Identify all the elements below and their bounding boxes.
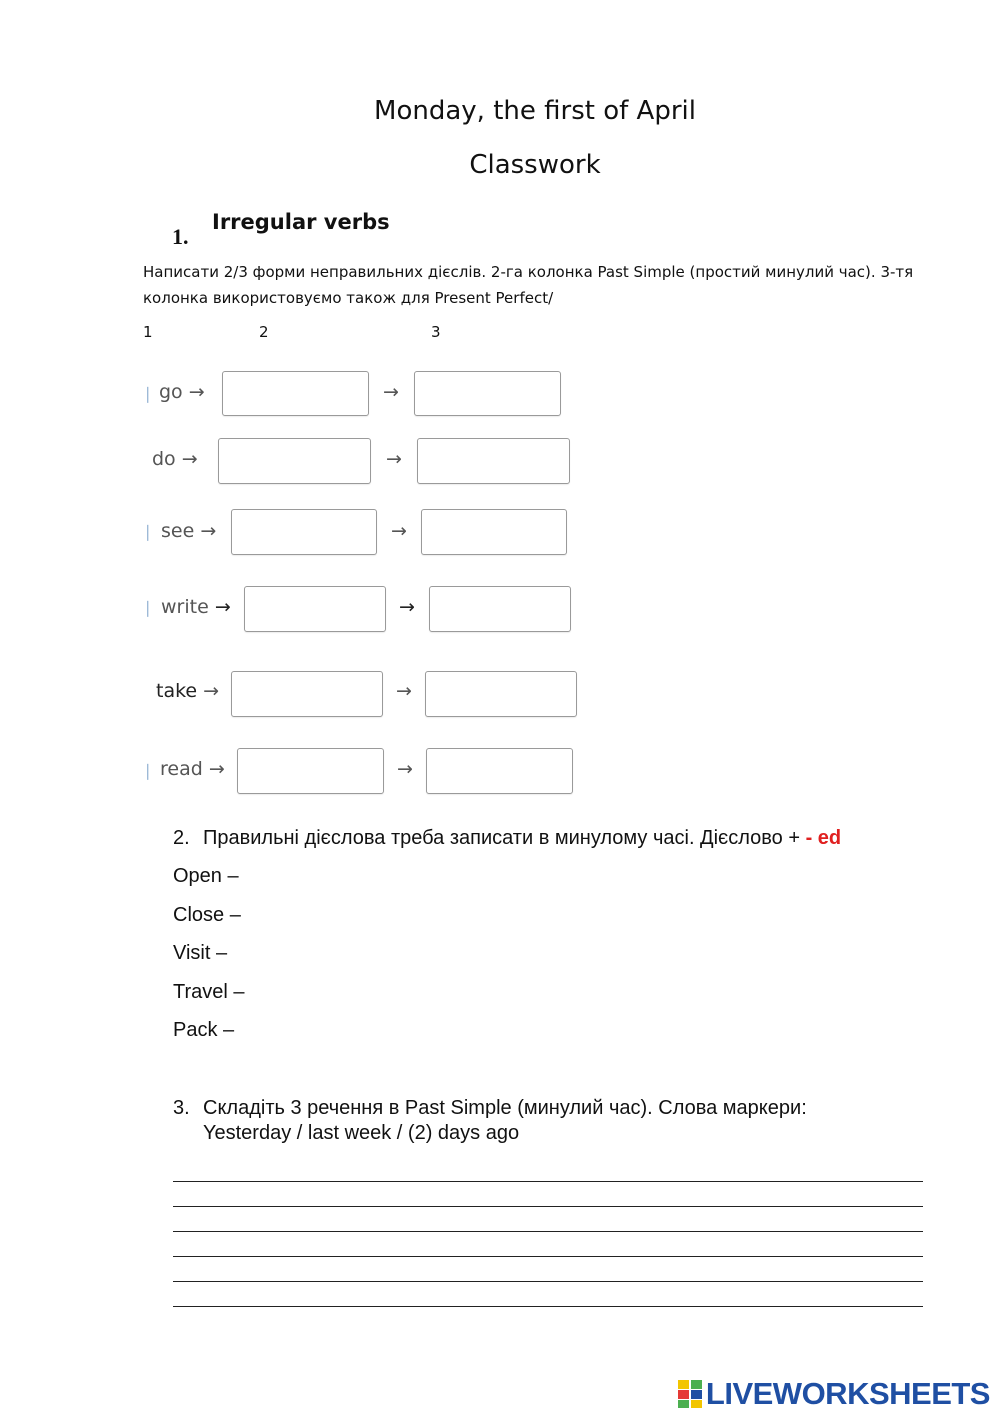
arrow-icon: → [181,448,198,470]
answer-input-see-past[interactable] [231,509,377,555]
liveworksheets-logo [678,1376,990,1412]
answer-input-read-past[interactable] [237,748,384,794]
regular-verb-item: Travel – [173,981,245,1003]
answer-input-read-participle[interactable] [426,748,573,794]
column-number-2: 2 [259,323,269,341]
answer-input-write-past[interactable] [244,586,386,632]
verb-word: go [159,381,183,403]
page-subtitle: Classwork [469,150,601,180]
answer-line[interactable] [173,1281,923,1282]
answer-input-take-past[interactable] [231,671,383,717]
bullet-mark: ❘ [141,386,155,403]
verb-word: see [161,520,195,542]
regular-verb-item: Open – [173,865,239,887]
arrow-icon: → [208,758,225,780]
section1-number: 1. [172,224,189,249]
logo-blocks-icon [678,1380,702,1408]
verb-row-do [152,448,198,470]
arrow-icon: → [396,680,412,702]
answer-input-do-participle[interactable] [417,438,570,484]
verb-word: do [152,448,176,470]
logo-text: LIVEWORKSHEETS [705,1376,990,1411]
answer-input-do-past[interactable] [218,438,371,484]
verb-word: take [156,680,198,702]
ed-suffix: - ed [805,827,842,849]
section3-markers: Yesterday / last week / (2) days ago [203,1122,520,1144]
section2-instruction-text: Правильні дієслова треба записати в минулому часі. Дієслово + [203,827,806,849]
regular-verb-item: Visit – [173,942,228,964]
section2-instruction [203,827,841,850]
answer-line[interactable] [173,1181,923,1182]
arrow-icon: → [386,448,402,470]
arrow-icon: → [214,596,231,618]
column-number-3: 3 [431,323,441,341]
answer-input-take-participle[interactable] [425,671,577,717]
answer-input-go-participle[interactable] [414,371,561,416]
answer-input-go-past[interactable] [222,371,369,416]
regular-verb-item: Pack – [173,1019,235,1041]
regular-verb-item: Close – [173,904,241,926]
arrow-icon: → [188,381,205,403]
bullet-mark: ❘ [141,763,155,780]
answer-input-write-participle[interactable] [429,586,571,632]
verb-row-see [161,520,216,542]
section1-instruction: Написати 2/3 форми неправильних дієслів. 2-га колонка Past Simple (простий минулий час). 3-тя колонка використовуємо також для Present Perfect/ [143,263,914,307]
answer-line[interactable] [173,1306,923,1307]
arrow-icon: → [391,520,407,542]
verb-row-take [156,680,219,702]
verb-word: write [161,596,209,618]
bullet-mark: ❘ [141,600,155,617]
column-number-1: 1 [143,323,153,341]
section1-title: Irregular verbs [212,210,390,234]
arrow-icon: → [397,758,413,780]
arrow-icon: → [203,680,220,702]
verb-word: read [160,758,203,780]
answer-line[interactable] [173,1206,923,1207]
section2-number: 2. [173,827,190,849]
page-title: Monday, the first of April [374,96,696,126]
answer-line[interactable] [173,1231,923,1232]
verb-row-go [159,381,205,403]
arrow-icon: → [383,381,399,403]
arrow-icon: → [399,596,415,618]
verb-row-write [161,596,231,618]
arrow-icon: → [200,520,217,542]
answer-input-see-participle[interactable] [421,509,567,555]
section3-number: 3. [173,1097,190,1119]
bullet-mark: ❘ [141,524,155,541]
verb-row-read [160,758,225,780]
answer-line[interactable] [173,1256,923,1257]
section3-instruction: Складіть 3 речення в Past Simple (минулий час). Слова маркери: [203,1097,807,1119]
